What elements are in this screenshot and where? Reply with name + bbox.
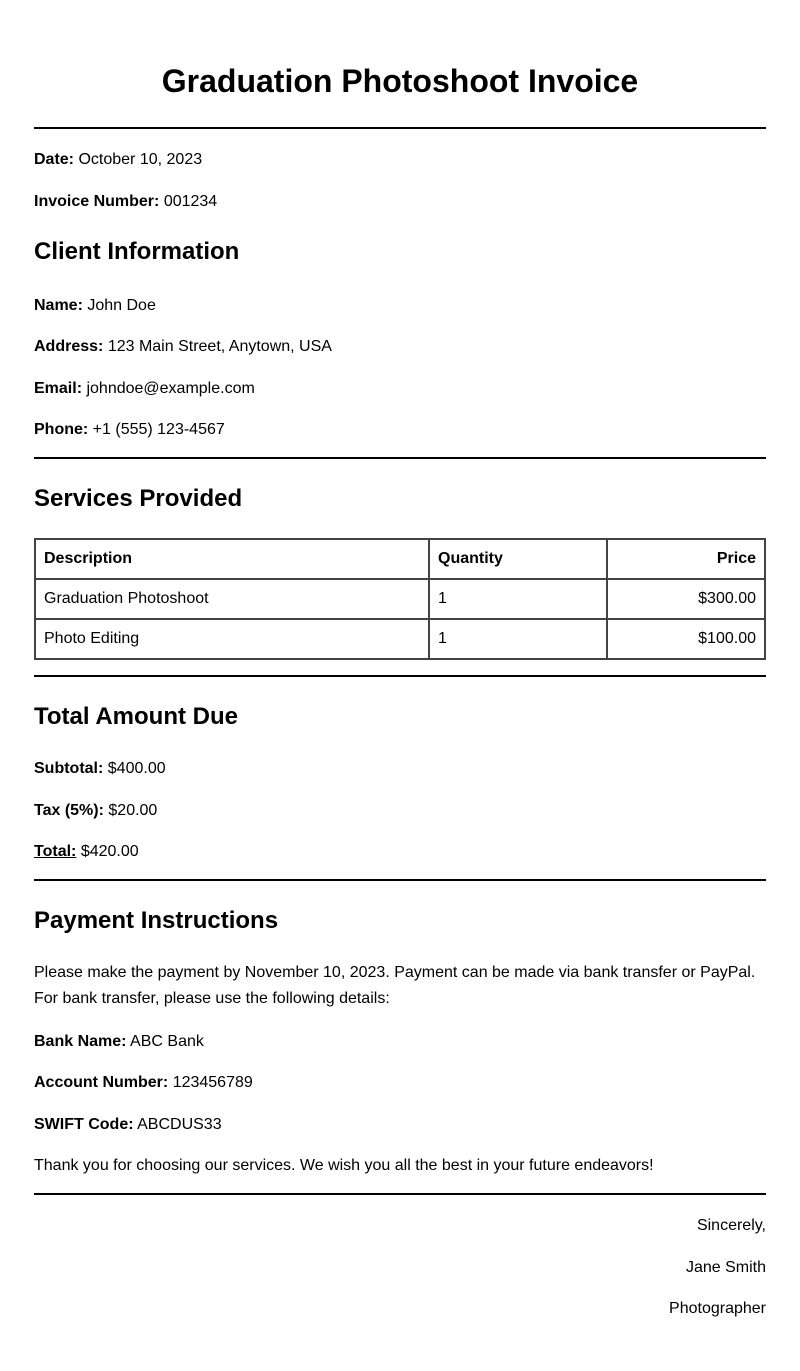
client-phone-label: Phone: [34,421,89,438]
client-email-value: johndoe@example.com [86,380,255,397]
services-table [34,538,766,660]
subtotal [34,759,166,779]
client-email [34,379,255,399]
account-number-value: 123456789 [172,1074,253,1091]
signature-closing: Sincerely, [696,1217,766,1234]
invoice-number-value: 001234 [163,193,218,210]
client-phone-value: +1 (555) 123-4567 [92,421,225,438]
account-number-label: Account Number: [34,1074,169,1091]
client-address-label: Address: [34,338,104,355]
invoice-date-label: Date: [34,151,75,168]
tax-value: $20.00 [108,802,158,819]
column-header-description: Description [35,539,429,579]
service-description: Graduation Photoshoot [35,579,429,619]
invoice-date [34,150,202,170]
divider [34,127,766,129]
bank-name-label: Bank Name: [34,1033,127,1050]
service-description: Photo Editing [35,619,429,659]
page-title: Graduation Photoshoot Invoice [161,63,639,99]
total-value: $420.00 [80,843,139,860]
client-phone [34,420,225,440]
service-quantity: 1 [429,619,607,659]
table-row [35,579,765,619]
totals-heading: Total Amount Due [34,703,238,730]
swift-code-value: ABCDUS33 [137,1116,222,1133]
signature-name: Jane Smith [685,1259,766,1276]
client-email-label: Email: [34,380,83,397]
service-price: $100.00 [607,619,765,659]
divider [34,879,766,881]
tax-label: Tax (5%): [34,802,104,819]
client-name [34,296,156,316]
subtotal-value: $400.00 [107,760,166,777]
column-header-price: Price [607,539,765,579]
subtotal-label: Subtotal: [34,760,104,777]
invoice-date-value: October 10, 2023 [78,151,203,168]
divider [34,457,766,459]
divider [34,1193,766,1195]
thank-you-note: Thank you for choosing our services. We wish you all the best in your future endeavors! [34,1157,654,1174]
payment-intro: Please make the payment by November 10, 2023. Payment can be made via bank transfer or PayPal. For bank transfer, please use the following details: [34,964,756,1007]
table-header-row [35,539,765,579]
invoice-number-label: Invoice Number: [34,193,160,210]
account-number [34,1073,253,1093]
swift-code-label: SWIFT Code: [34,1116,134,1133]
signature-role: Photographer [669,1300,766,1317]
client-heading: Client Information [34,238,240,265]
total-label: Total: [34,843,77,860]
client-name-label: Name: [34,297,83,314]
swift-code [34,1115,222,1135]
tax [34,801,157,821]
client-address [34,337,332,357]
service-quantity: 1 [429,579,607,619]
payment-heading: Payment Instructions [34,907,279,934]
services-heading: Services Provided [34,485,243,512]
total [34,842,139,862]
service-price: $300.00 [607,579,765,619]
bank-name-value: ABC Bank [130,1033,204,1050]
invoice-number [34,192,217,212]
divider [34,675,766,677]
client-address-value: 123 Main Street, Anytown, USA [107,338,332,355]
column-header-quantity: Quantity [429,539,607,579]
client-name-value: John Doe [87,297,156,314]
bank-name [34,1032,204,1052]
table-row [35,619,765,659]
